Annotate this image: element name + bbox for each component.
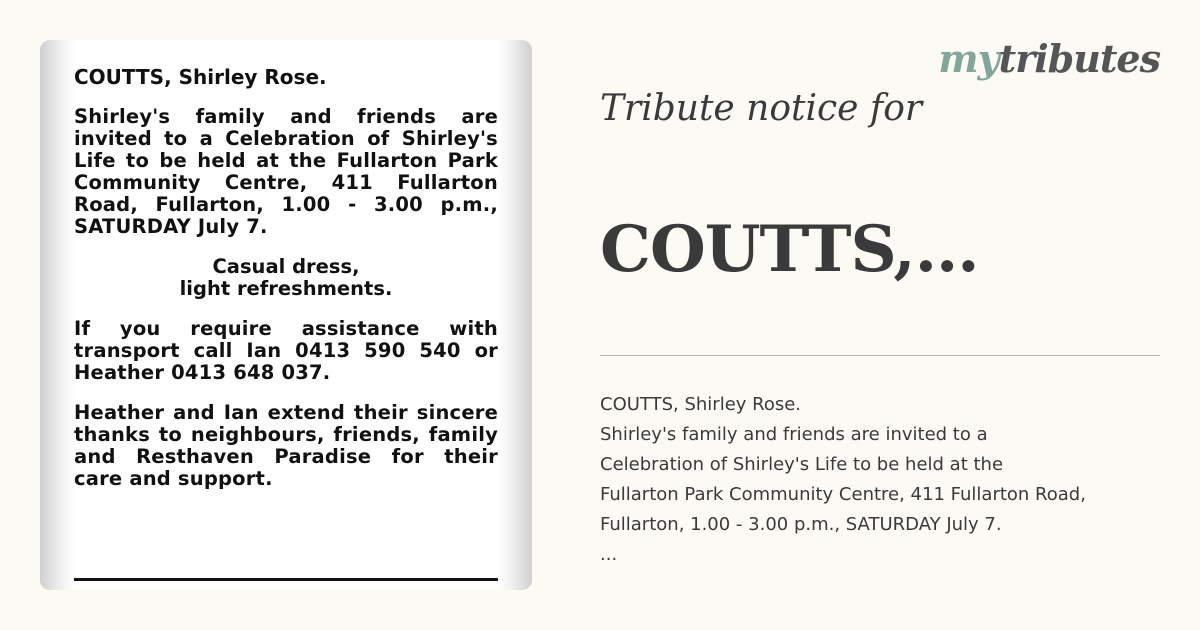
logo-tributes: tributes — [998, 36, 1160, 81]
notice-dress-line-2: light refreshments. — [179, 277, 393, 300]
notice-dress-line-1: Casual dress, — [212, 255, 360, 278]
excerpt-ellipsis: ... — [600, 544, 618, 565]
divider — [600, 355, 1160, 356]
notice-text — [74, 66, 498, 508]
notice-dress-code — [74, 256, 498, 300]
logo-my: my — [938, 36, 999, 81]
notice-paragraph-thanks: Heather and Ian extend their sincere thanks to neighbours, friends, family and Resthaven Paradise for their care and support. — [74, 401, 498, 490]
notice-paragraph-transport: If you require assistance with transport call Ian 0413 590 540 or Heather 0413 648 037. — [74, 317, 498, 384]
excerpt-line: Fullarton, 1.00 - 3.00 p.m., SATURDAY July 7. — [600, 514, 1002, 535]
excerpt-line: COUTTS, Shirley Rose. — [600, 394, 802, 415]
mytributes-logo[interactable] — [938, 36, 1160, 81]
excerpt-line: Celebration of Shirley's Life to be held at the — [600, 454, 1004, 475]
excerpt-line: Fullarton Park Community Centre, 411 Fullarton Road, — [600, 484, 1086, 505]
notice-bottom-rule — [74, 578, 498, 581]
excerpt-line: Shirley's family and friends are invited to a — [600, 424, 988, 445]
tribute-label: Tribute notice for — [600, 88, 923, 129]
notice-name: COUTTS, Shirley Rose. — [74, 65, 327, 89]
notice-paragraph-invitation: Shirley's family and friends are invited to a Celebration of Shirley's Life to be held at the Fullarton Park Community Centre, 411 Fullarton Road, Fullarton, 1.00 - 3.00 p.m., SATURDAY July 7. — [74, 105, 498, 238]
notice-image — [40, 40, 532, 590]
deceased-name-heading: COUTTS,... — [600, 212, 979, 287]
notice-excerpt — [600, 390, 1160, 570]
